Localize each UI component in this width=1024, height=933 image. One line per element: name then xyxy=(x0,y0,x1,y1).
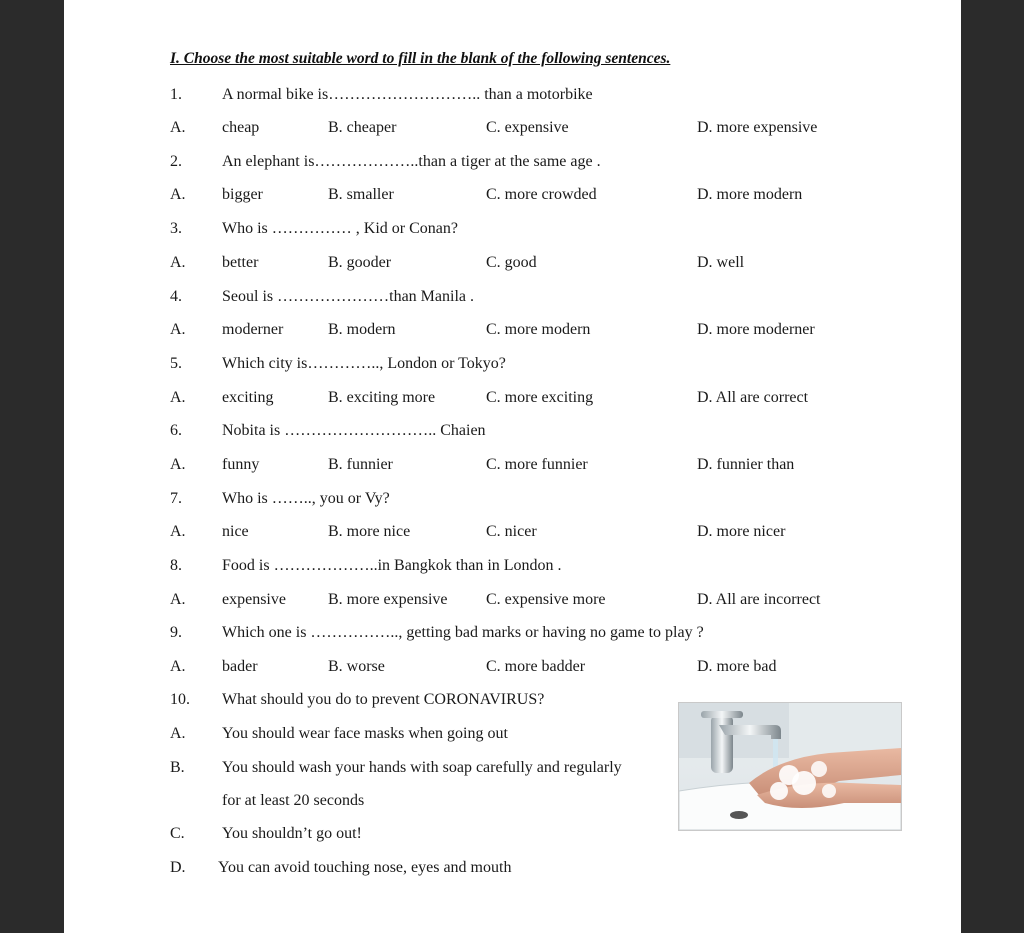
question-row xyxy=(64,288,961,314)
question-number: 3. xyxy=(170,220,182,237)
option-b: B. worse xyxy=(328,658,385,675)
option-d: D. All are correct xyxy=(697,389,809,406)
question-row xyxy=(64,220,961,246)
option-label: A. xyxy=(170,591,186,608)
option-b: B. funnier xyxy=(328,456,393,473)
option-a: cheap xyxy=(222,119,260,136)
option-label: A. xyxy=(170,725,186,742)
option-c: C. more badder xyxy=(486,658,586,675)
option-b: B. exciting more xyxy=(328,389,436,406)
option-a: bigger xyxy=(222,186,263,203)
answer-d: You can avoid touching nose, eyes and mouth xyxy=(218,859,512,876)
worksheet-page xyxy=(64,0,961,933)
question-row xyxy=(64,355,961,381)
question-number: 5. xyxy=(170,355,182,372)
options-row xyxy=(64,591,961,617)
options-row xyxy=(64,523,961,549)
options-row xyxy=(64,456,961,482)
option-c: C. nicer xyxy=(486,523,537,540)
question-row xyxy=(64,86,961,112)
question-text: What should you do to prevent CORONAVIRUS? xyxy=(222,691,545,708)
option-label: A. xyxy=(170,321,186,338)
question-number: 9. xyxy=(170,624,182,641)
section-heading: I. Choose the most suitable word to fill in the blank of the following sentences. xyxy=(170,50,671,67)
answer-b: You should wash your hands with soap carefully and regularly xyxy=(222,759,622,776)
option-label: A. xyxy=(170,389,186,406)
option-d: D. more bad xyxy=(697,658,777,675)
options-row xyxy=(64,186,961,212)
question-row xyxy=(64,422,961,448)
option-c: C. good xyxy=(486,254,537,271)
option-label: D. xyxy=(170,859,186,876)
question-number: 4. xyxy=(170,288,182,305)
question-number: 6. xyxy=(170,422,182,439)
option-label: A. xyxy=(170,254,186,271)
option-b: B. more expensive xyxy=(328,591,448,608)
question-text: A normal bike is……………………….. than a motorbike xyxy=(222,86,593,103)
question-number: 1. xyxy=(170,86,182,103)
option-c: C. more exciting xyxy=(486,389,594,406)
option-c: C. more funnier xyxy=(486,456,588,473)
option-b: B. gooder xyxy=(328,254,392,271)
option-d: D. well xyxy=(697,254,745,271)
option-label: A. xyxy=(170,186,186,203)
option-label: C. xyxy=(170,825,185,842)
option-c: C. more crowded xyxy=(486,186,597,203)
option-a: exciting xyxy=(222,389,274,406)
option-a: nice xyxy=(222,523,249,540)
question-text: Nobita is ……………………….. Chaien xyxy=(222,422,486,439)
answer-b-continued: for at least 20 seconds xyxy=(222,792,365,809)
option-label: B. xyxy=(170,759,185,776)
option-b: B. smaller xyxy=(328,186,394,203)
question-row xyxy=(64,624,961,650)
question-row xyxy=(64,153,961,179)
option-a: expensive xyxy=(222,591,286,608)
question-text: An elephant is………………..than a tiger at the same age . xyxy=(222,153,601,170)
question-text: Who is …….., you or Vy? xyxy=(222,490,390,507)
handwashing-illustration xyxy=(679,703,901,830)
option-d: D. more expensive xyxy=(697,119,818,136)
option-b: B. modern xyxy=(328,321,396,338)
question-number: 10. xyxy=(170,691,190,708)
question-number: 2. xyxy=(170,153,182,170)
handwashing-photo-icon xyxy=(678,702,902,831)
question-text: Which city is………….., London or Tokyo? xyxy=(222,355,506,372)
answer-c: You shouldn’t go out! xyxy=(222,825,362,842)
option-a: better xyxy=(222,254,259,271)
option-b: B. more nice xyxy=(328,523,411,540)
option-a: bader xyxy=(222,658,258,675)
options-row xyxy=(64,119,961,145)
option-c: C. expensive more xyxy=(486,591,606,608)
option-d: D. All are incorrect xyxy=(697,591,821,608)
options-row xyxy=(64,321,961,347)
question-text: Food is ………………..in Bangkok than in London . xyxy=(222,557,562,574)
option-label: A. xyxy=(170,456,186,473)
option-a: moderner xyxy=(222,321,284,338)
answer-a: You should wear face masks when going out xyxy=(222,725,508,742)
option-d: D. more nicer xyxy=(697,523,786,540)
options-row xyxy=(64,254,961,280)
question-number: 7. xyxy=(170,490,182,507)
question-text: Who is …………… , Kid or Conan? xyxy=(222,220,458,237)
question-row xyxy=(64,490,961,516)
options-row xyxy=(64,658,961,684)
option-a: funny xyxy=(222,456,260,473)
question-text: Seoul is …………………than Manila . xyxy=(222,288,474,305)
options-row xyxy=(64,389,961,415)
option-d: D. more modern xyxy=(697,186,803,203)
answer-row xyxy=(64,859,961,885)
option-d: D. more moderner xyxy=(697,321,815,338)
option-label: A. xyxy=(170,119,186,136)
option-c: C. expensive xyxy=(486,119,569,136)
question-text: Which one is …………….., getting bad marks or having no game to play ? xyxy=(222,624,704,641)
option-d: D. funnier than xyxy=(697,456,795,473)
question-row xyxy=(64,557,961,583)
option-label: A. xyxy=(170,523,186,540)
option-c: C. more modern xyxy=(486,321,591,338)
option-b: B. cheaper xyxy=(328,119,397,136)
option-label: A. xyxy=(170,658,186,675)
question-number: 8. xyxy=(170,557,182,574)
